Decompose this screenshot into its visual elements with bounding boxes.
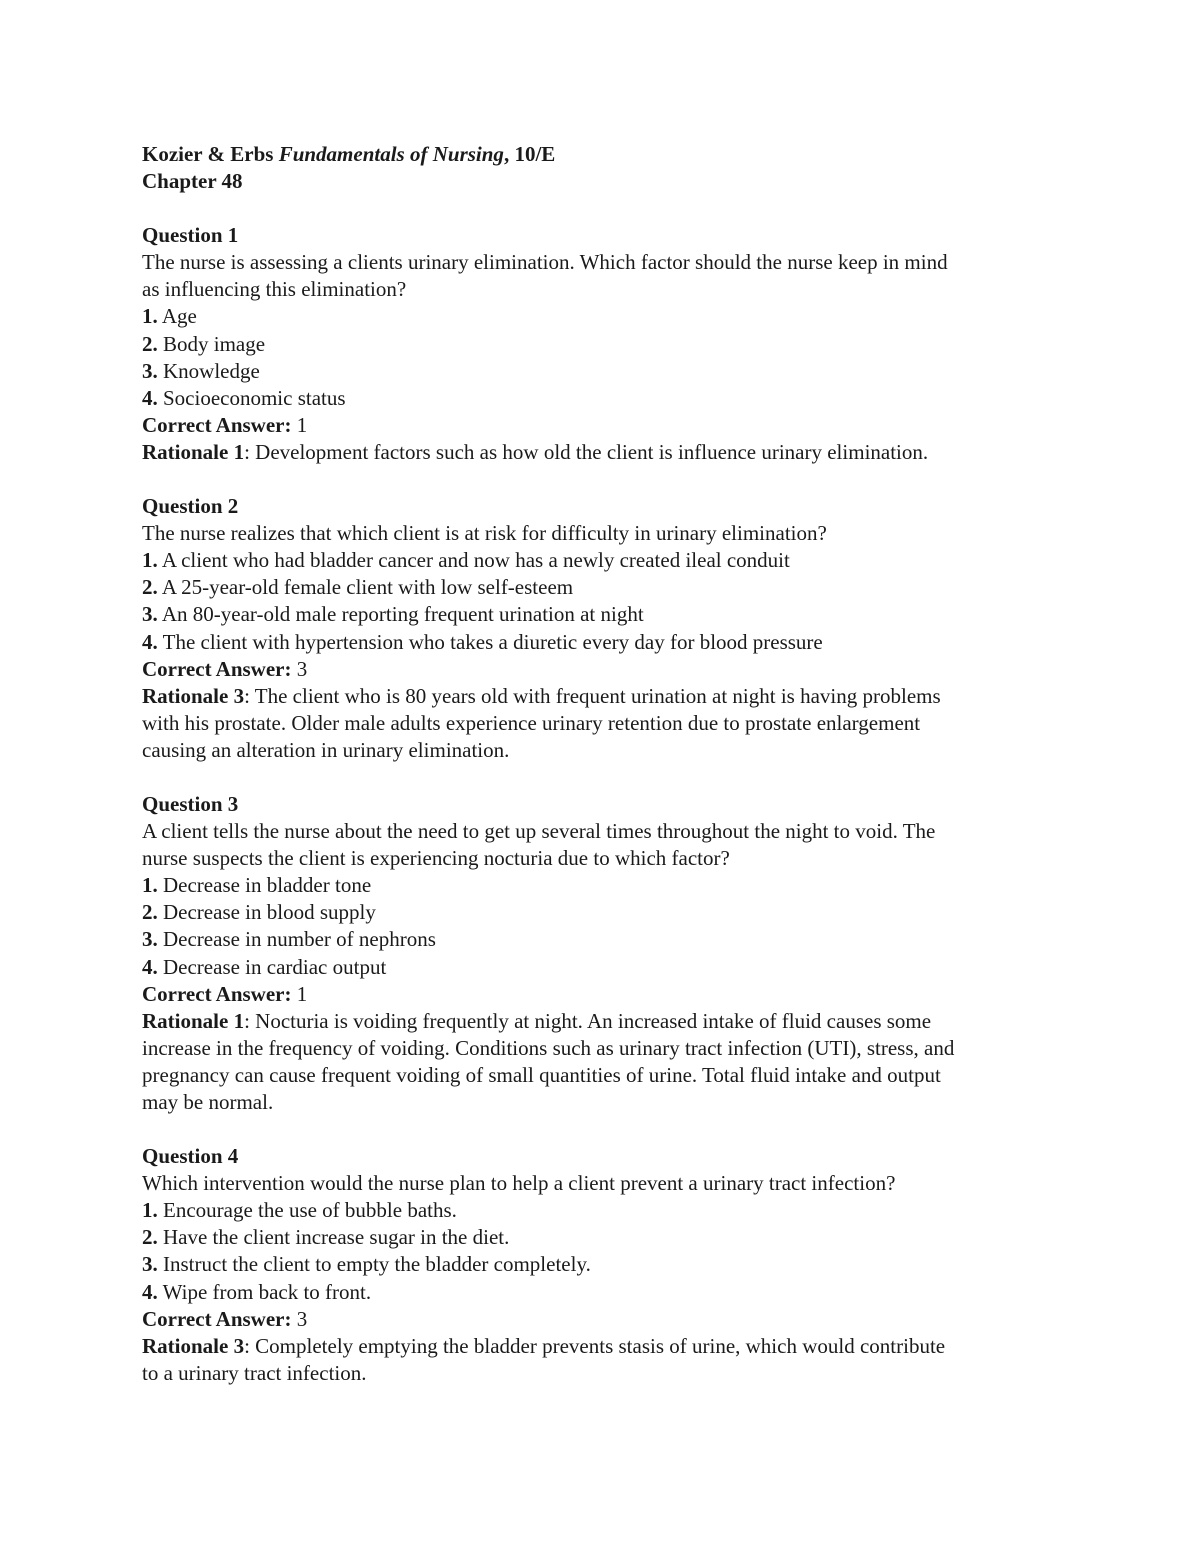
option-text: Encourage the use of bubble baths. — [163, 1198, 457, 1223]
document-page — [142, 141, 1062, 1387]
question-stem-line: as influencing this elimination? — [142, 277, 407, 302]
question-title: Question 2 — [142, 494, 239, 519]
answer-option — [142, 574, 1062, 601]
option-text: An 80-year-old male reporting frequent urination at night — [161, 602, 644, 627]
correct-answer-label: Correct Answer: — [142, 412, 292, 437]
answer-option — [142, 1251, 1062, 1278]
question-stem-line: The nurse realizes that which client is at risk for difficulty in urinary elimination? — [142, 521, 827, 546]
rationale-line — [142, 710, 1062, 737]
option-number: 1. — [142, 548, 158, 573]
question-title: Question 3 — [142, 791, 239, 816]
correct-answer-label: Correct Answer: — [142, 1306, 292, 1331]
option-text: Body image — [163, 331, 266, 356]
answer-option — [142, 303, 1062, 330]
question-stem-line: Which intervention would the nurse plan to help a client prevent a urinary tract infection? — [142, 1171, 896, 1196]
option-number: 3. — [142, 927, 158, 952]
correct-answer — [142, 1306, 1062, 1333]
rationale-text: : The client who is 80 years old with frequent urination at night is having problems — [244, 683, 941, 708]
question-stem-line: nurse suspects the client is experiencing nocturia due to which factor? — [142, 846, 730, 871]
rationale-text: : Completely emptying the bladder prevents stasis of urine, which would contribute — [244, 1333, 946, 1358]
title-book: Fundamentals of Nursing — [278, 142, 504, 166]
question-block — [142, 493, 1062, 764]
rationale-text: pregnancy can cause frequent voiding of small quantities of urine. Total fluid intake and output — [142, 1062, 941, 1087]
option-text: The client with hypertension who takes a diuretic every day for blood pressure — [162, 629, 823, 654]
correct-answer-label: Correct Answer: — [142, 981, 292, 1006]
option-number: 2. — [142, 1225, 158, 1250]
option-number: 3. — [142, 602, 158, 627]
option-text: Have the client increase sugar in the diet. — [163, 1225, 510, 1250]
answer-option — [142, 1197, 1062, 1224]
option-number: 1. — [142, 873, 158, 898]
answer-option — [142, 899, 1062, 926]
option-text: Socioeconomic status — [163, 385, 346, 410]
question-title: Question 1 — [142, 223, 239, 248]
rationale-text: to a urinary tract infection. — [142, 1360, 367, 1385]
rationale-line — [142, 1062, 1062, 1089]
question-title: Question 4 — [142, 1144, 239, 1169]
question-stem-line: The nurse is assessing a clients urinary elimination. Which factor should the nurse keep in mind — [142, 250, 948, 275]
answer-option — [142, 872, 1062, 899]
title-author: Kozier & Erbs — [142, 142, 274, 166]
option-text: Instruct the client to empty the bladder completely. — [163, 1252, 591, 1277]
option-text: Decrease in bladder tone — [163, 873, 372, 898]
option-number: 4. — [142, 629, 158, 654]
option-number: 3. — [142, 358, 158, 383]
title-edition: , 10/E — [503, 142, 556, 166]
answer-option — [142, 331, 1062, 358]
option-number: 4. — [142, 385, 158, 410]
rationale-line — [142, 1089, 1062, 1116]
rationale-line — [142, 1360, 1062, 1387]
chapter-heading: Chapter 48 — [142, 169, 243, 194]
option-number: 2. — [142, 575, 158, 600]
answer-option — [142, 1224, 1062, 1251]
rationale-text: : Development factors such as how old the client is influence urinary elimination. — [244, 439, 929, 464]
correct-answer-value: 3 — [296, 1306, 308, 1331]
rationale-line — [142, 683, 1062, 710]
correct-answer — [142, 656, 1062, 683]
option-number: 4. — [142, 954, 158, 979]
answer-option — [142, 954, 1062, 981]
answer-option — [142, 547, 1062, 574]
rationale-line — [142, 1008, 1062, 1035]
correct-answer — [142, 981, 1062, 1008]
option-text: Age — [161, 304, 197, 329]
answer-option — [142, 926, 1062, 953]
option-number: 1. — [142, 1198, 158, 1223]
rationale-text: increase in the frequency of voiding. Conditions such as urinary tract infection (UTI), stress, and — [142, 1035, 955, 1060]
rationale-label: Rationale 1 — [142, 439, 245, 464]
answer-option — [142, 601, 1062, 628]
answer-option — [142, 358, 1062, 385]
question-block — [142, 222, 1062, 466]
correct-answer-value: 1 — [296, 981, 308, 1006]
correct-answer-value: 1 — [296, 412, 308, 437]
rationale-label: Rationale 3 — [142, 1333, 245, 1358]
rationale-text: : Nocturia is voiding frequently at night. An increased intake of fluid causes some — [244, 1008, 932, 1033]
rationale-line — [142, 439, 1062, 466]
rationale-line — [142, 1333, 1062, 1360]
correct-answer — [142, 412, 1062, 439]
answer-option — [142, 1279, 1062, 1306]
rationale-text: with his prostate. Older male adults experience urinary retention due to prostate enlargement — [142, 710, 921, 735]
document-title — [142, 141, 1062, 168]
option-text: Knowledge — [163, 358, 260, 383]
rationale-label: Rationale 3 — [142, 683, 245, 708]
option-text: A 25-year-old female client with low self-esteem — [161, 575, 574, 600]
option-number: 4. — [142, 1279, 158, 1304]
option-text: Decrease in blood supply — [163, 900, 376, 925]
answer-option — [142, 629, 1062, 656]
question-list — [142, 222, 1062, 1387]
option-text: A client who had bladder cancer and now has a newly created ileal conduit — [161, 548, 790, 573]
option-number: 3. — [142, 1252, 158, 1277]
option-text: Decrease in number of nephrons — [163, 927, 436, 952]
question-stem-line: A client tells the nurse about the need to get up several times throughout the night to void. The — [142, 819, 936, 844]
option-text: Wipe from back to front. — [162, 1279, 372, 1304]
option-text: Decrease in cardiac output — [163, 954, 387, 979]
answer-option — [142, 385, 1062, 412]
question-block — [142, 1143, 1062, 1387]
option-number: 2. — [142, 900, 158, 925]
option-number: 2. — [142, 331, 158, 356]
correct-answer-label: Correct Answer: — [142, 656, 292, 681]
rationale-label: Rationale 1 — [142, 1008, 245, 1033]
rationale-line — [142, 737, 1062, 764]
rationale-line — [142, 1035, 1062, 1062]
rationale-text: may be normal. — [142, 1090, 274, 1114]
question-block — [142, 791, 1062, 1116]
correct-answer-value: 3 — [296, 656, 308, 681]
option-number: 1. — [142, 304, 158, 329]
rationale-text: causing an alteration in urinary elimination. — [142, 737, 510, 762]
